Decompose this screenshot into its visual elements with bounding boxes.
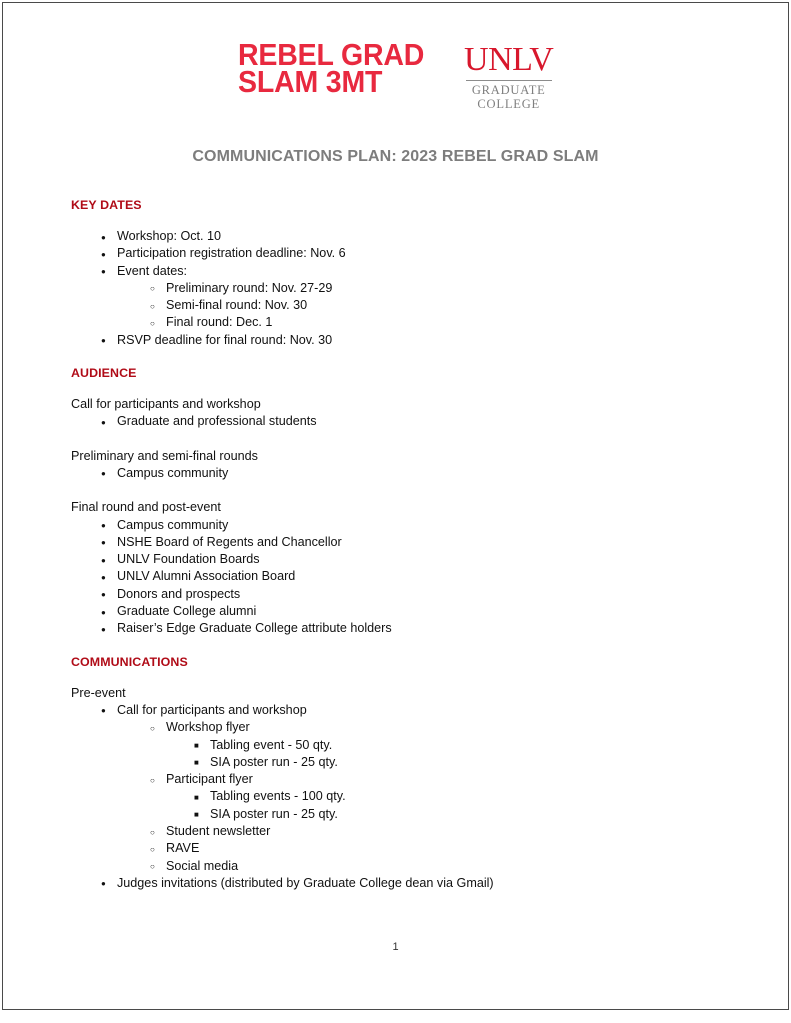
communications-group-list [71, 702, 720, 892]
list-item-text: UNLV Alumni Association Board [117, 569, 296, 584]
audience-group-list [71, 465, 720, 482]
list-item-text: Participant flyer [166, 772, 253, 787]
list-item [71, 737, 720, 754]
key-dates-list [71, 228, 720, 349]
audience-group-label: Preliminary and semi-final rounds [71, 448, 258, 463]
list-item [71, 754, 720, 771]
rebel-grad-slam-logo [237, 37, 424, 100]
rebel-logo-line2: SLAM 3MT [237, 64, 382, 100]
list-item-text: Workshop flyer [166, 720, 250, 735]
list-item-text: Workshop: Oct. 10 [117, 229, 222, 243]
unlv-logo-subline2: COLLEGE [477, 97, 540, 111]
list-item [71, 465, 720, 482]
list-item [71, 297, 720, 314]
list-item [71, 719, 720, 736]
list-item-text: Student newsletter [166, 824, 271, 839]
list-item [71, 858, 720, 875]
list-item-text: Participation registration deadline: Nov. 6 [117, 246, 346, 261]
list-item-text: NSHE Board of Regents and Chancellor [117, 534, 342, 549]
page-number: 1 [392, 941, 399, 953]
list-item [71, 517, 720, 534]
list-item [71, 245, 720, 262]
list-item-text: Graduate College alumni [117, 604, 257, 619]
list-item [71, 263, 720, 280]
list-item-text: Raiser’s Edge Graduate College attribute holders [117, 621, 392, 636]
page-title: COMMUNICATIONS PLAN: 2023 REBEL GRAD SLAM [192, 148, 599, 165]
list-item-text: Event dates: [117, 263, 188, 278]
audience-group-label: Call for participants and workshop [71, 397, 261, 412]
header-logo-band [3, 3, 788, 111]
list-item-text: Campus community [117, 465, 229, 480]
list-item-text: SIA poster run - 25 qty. [210, 806, 338, 821]
list-item-text: SIA poster run - 25 qty. [210, 754, 338, 769]
list-item [71, 568, 720, 585]
list-item-text: Social media [166, 858, 239, 873]
audience-group-list [71, 413, 720, 430]
list-item [71, 228, 720, 245]
list-item-text: Tabling event - 50 qty. [210, 737, 333, 752]
list-item-text: Graduate and professional students [117, 414, 317, 429]
list-item-text: Preliminary round: Nov. 27-29 [166, 280, 333, 295]
list-item-text: Final round: Dec. 1 [166, 315, 273, 330]
list-item-text: RAVE [166, 841, 200, 856]
list-item-text: Tabling events - 100 qty. [210, 789, 346, 804]
document-page [2, 2, 789, 1010]
communications-group-label: Pre-event [71, 685, 126, 700]
document-body [3, 198, 788, 892]
rebel-logo-line1: REBEL GRAD [237, 37, 424, 72]
list-item-text: Donors and prospects [117, 586, 241, 601]
section-heading-communications: COMMUNICATIONS [71, 654, 188, 669]
list-item-text: Campus community [117, 517, 229, 532]
list-item [71, 620, 720, 637]
section-heading-audience: AUDIENCE [71, 366, 137, 381]
list-item-text: RSVP deadline for final round: Nov. 30 [117, 332, 333, 347]
list-item [71, 771, 720, 788]
list-item [71, 413, 720, 430]
list-item [71, 551, 720, 568]
list-item [71, 788, 720, 805]
list-item-text: UNLV Foundation Boards [117, 552, 260, 567]
list-item [71, 332, 720, 349]
list-item [71, 534, 720, 551]
list-item-text: Judges invitations (distributed by Graduate College dean via Gmail) [117, 875, 494, 890]
audience-group-list [71, 517, 720, 638]
list-item-text: Semi-final round: Nov. 30 [166, 298, 308, 313]
list-item [71, 314, 720, 331]
list-item [71, 603, 720, 620]
section-heading-key-dates: KEY DATES [71, 198, 142, 212]
unlv-logo-divider [466, 80, 552, 81]
list-item [71, 840, 720, 857]
list-item [71, 806, 720, 823]
list-item [71, 280, 720, 297]
list-item [71, 875, 720, 892]
list-item [71, 586, 720, 603]
list-item-text: Call for participants and workshop [117, 702, 307, 717]
unlv-graduate-college-logo [464, 43, 553, 111]
list-item [71, 823, 720, 840]
audience-group-label: Final round and post-event [71, 500, 221, 515]
list-item [71, 702, 720, 719]
unlv-wordmark: UNLV [464, 41, 554, 78]
unlv-logo-subline1: GRADUATE [471, 83, 546, 97]
